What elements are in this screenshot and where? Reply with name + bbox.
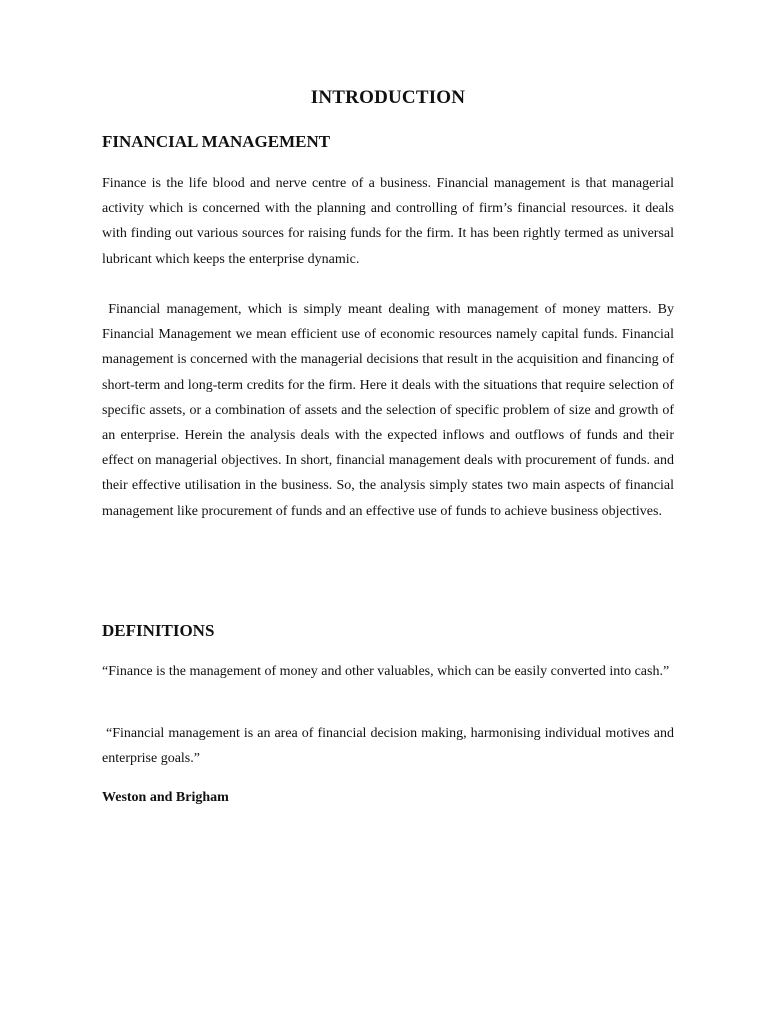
definition-quote-finance: “Finance is the management of money and other valuables, which can be easily converted into cash.”	[102, 664, 670, 679]
document-title: INTRODUCTION	[310, 87, 466, 108]
section-heading-financial-management: FINANCIAL MANAGEMENT	[102, 132, 331, 151]
definition-attribution: Weston and Brigham	[102, 790, 229, 805]
paragraph-finance-intro: Finance is the life blood and nerve centre of a business. Financial management is that managerial activity which is concerned with the planning and controlling of firm’s financial resources. it deals with finding out various sources for raising funds for the firm. It has been rightly termed as universal lubricant which keeps the enterprise dynamic.	[102, 176, 674, 267]
definition-quote-financial-management: “Financial management is an area of financial decision making, harmonising individual motives and enterprise goals.”	[102, 726, 674, 767]
paragraph-financial-management: Financial management, which is simply meant dealing with management of money matters. By Financial Management we mean efficient use of economic resources namely capital funds. Financial management is concerned with the managerial decisions that result in the acquisition and financing of short-term and long-term credits for the firm. Here it deals with the situations that require selection of specific assets, or a combination of assets and the selection of specific problem of size and growth of an enterprise. Herein the analysis deals with the expected inflows and outflows of funds and their effect on managerial objectives. In short, financial management deals with procurement of funds. and their effective utilisation in the business. So, the analysis simply states two main aspects of financial management like procurement of funds and an effective use of funds to achieve business objectives.	[102, 302, 674, 519]
section-heading-definitions: DEFINITIONS	[102, 621, 215, 640]
